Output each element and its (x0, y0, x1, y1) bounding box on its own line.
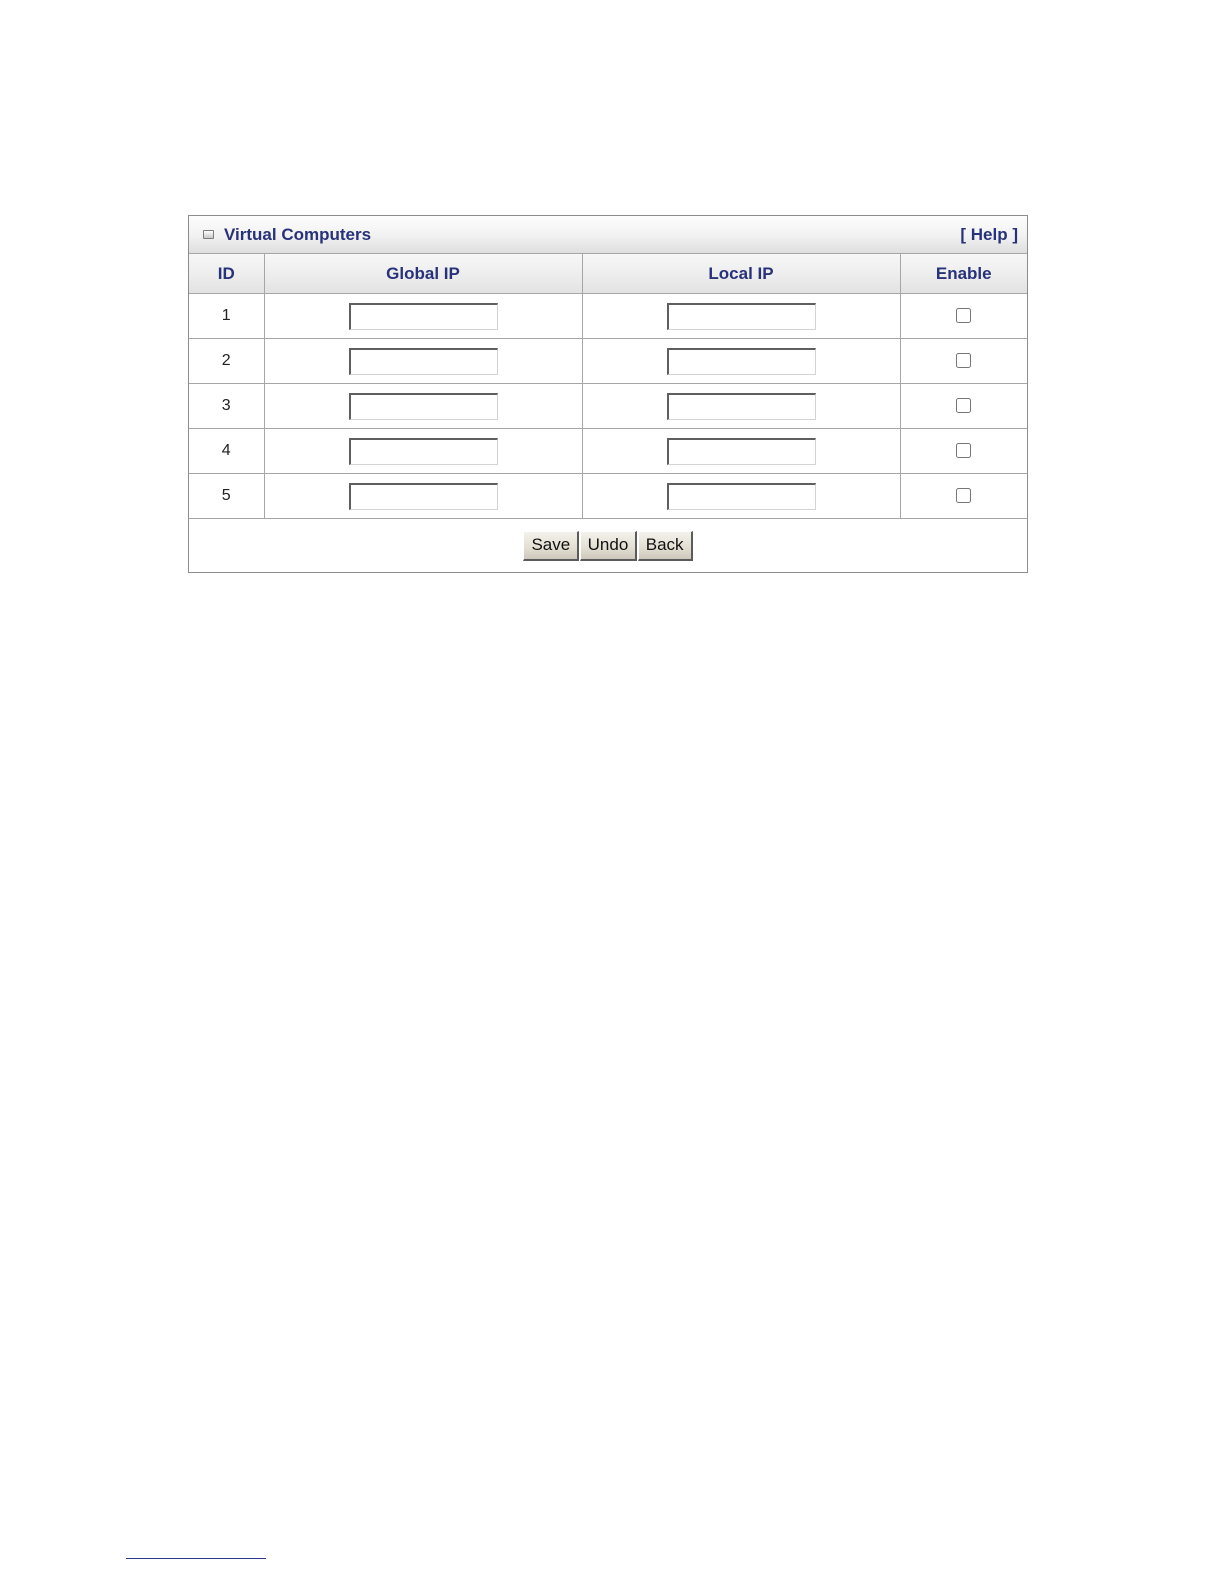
enable-cell (900, 384, 1027, 429)
panel-title: Virtual Computers (224, 224, 372, 244)
row-id: 2 (189, 339, 264, 384)
table-header-row (189, 254, 1027, 294)
row-id: 4 (189, 429, 264, 474)
local-ip-cell (582, 294, 900, 339)
global-ip-cell (264, 474, 582, 519)
button-bar (189, 519, 1027, 573)
enable-checkbox[interactable] (956, 398, 971, 413)
enable-cell (900, 474, 1027, 519)
global-ip-input[interactable] (349, 348, 498, 375)
local-ip-input[interactable] (667, 483, 816, 510)
local-ip-cell (582, 429, 900, 474)
enable-checkbox[interactable] (956, 308, 971, 323)
enable-checkbox[interactable] (956, 353, 971, 368)
local-ip-cell (582, 384, 900, 429)
row-id: 5 (189, 474, 264, 519)
enable-cell (900, 339, 1027, 384)
global-ip-input[interactable] (349, 393, 498, 420)
column-header-global-ip: Global IP (264, 254, 582, 294)
enable-cell (900, 294, 1027, 339)
table-row (189, 384, 1027, 429)
row-id: 3 (189, 384, 264, 429)
column-header-id: ID (189, 254, 264, 294)
local-ip-input[interactable] (667, 438, 816, 465)
column-header-enable: Enable (900, 254, 1027, 294)
global-ip-cell (264, 429, 582, 474)
virtual-computers-table (189, 254, 1027, 572)
table-row (189, 339, 1027, 384)
global-ip-cell (264, 339, 582, 384)
column-header-local-ip: Local IP (582, 254, 900, 294)
table-row (189, 429, 1027, 474)
global-ip-cell (264, 384, 582, 429)
undo-button[interactable]: Undo (580, 531, 638, 561)
global-ip-input[interactable] (349, 438, 498, 465)
enable-cell (900, 429, 1027, 474)
panel-header (189, 216, 1027, 254)
local-ip-input[interactable] (667, 393, 816, 420)
local-ip-input[interactable] (667, 303, 816, 330)
enable-checkbox[interactable] (956, 488, 971, 503)
local-ip-input[interactable] (667, 348, 816, 375)
window-icon (203, 230, 214, 239)
table-row (189, 294, 1027, 339)
enable-checkbox[interactable] (956, 443, 971, 458)
local-ip-cell (582, 474, 900, 519)
table-row (189, 474, 1027, 519)
save-button[interactable]: Save (523, 531, 579, 561)
local-ip-cell (582, 339, 900, 384)
panel-title-group (203, 225, 371, 245)
footnote-separator-line (126, 1558, 266, 1559)
help-link[interactable]: [ Help ] (960, 224, 1018, 244)
global-ip-input[interactable] (349, 483, 498, 510)
button-row (189, 519, 1027, 573)
global-ip-cell (264, 294, 582, 339)
global-ip-input[interactable] (349, 303, 498, 330)
row-id: 1 (189, 294, 264, 339)
virtual-computers-panel (188, 215, 1028, 573)
back-button[interactable]: Back (638, 531, 693, 561)
